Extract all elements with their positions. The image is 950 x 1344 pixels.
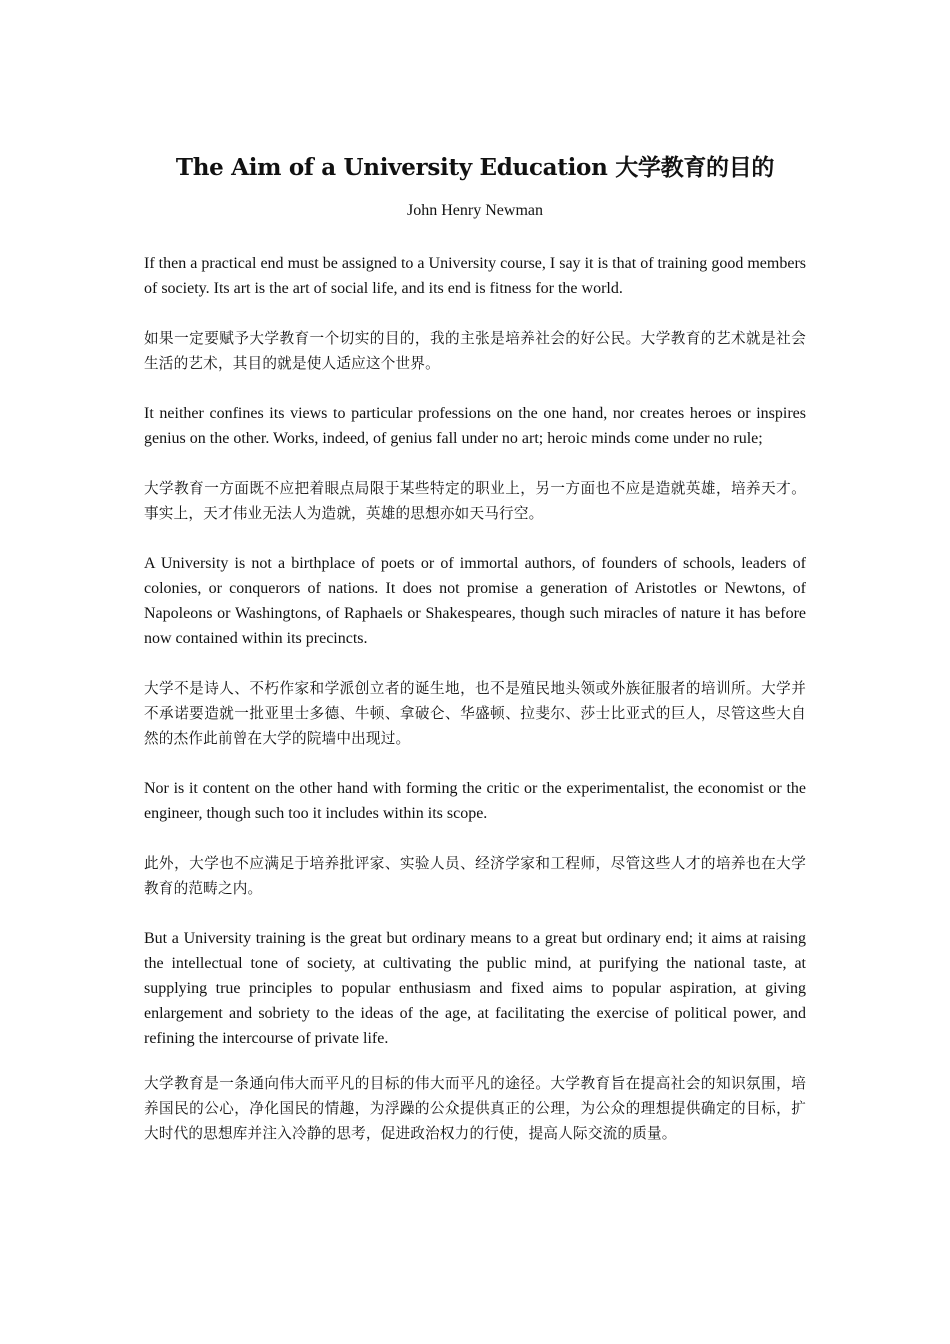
paragraph-zh-2: 大学教育一方面既不应把着眼点局限于某些特定的职业上，另一方面也不应是造就英雄，培养天才。事实上，天才伟业无法人为造就，英雄的思想亦如天马行空。 xyxy=(144,480,806,522)
paragraph-en-5: But a University training is the great but ordinary means to a great but ordinary end; it aims at raising the intellectual tone of society, at cultivating the public mind, at purifying the national taste, at supplying true principles to popular enthusiasm and fixed aims to popular aspiration, at giving enlargement and sobriety to the ideas of the age, at facilitating the exercise of political power, and refining the intercourse of private life. xyxy=(144,930,806,1047)
document-title: The Aim of a University Education 大学教育的目的 xyxy=(175,154,775,181)
document-page xyxy=(144,150,806,1146)
document-author: John Henry Newman xyxy=(407,202,543,219)
paragraph-zh-4: 此外，大学也不应满足于培养批评家、实验人员、经济学家和工程师，尽管这些人才的培养也在大学教育的范畴之内。 xyxy=(144,855,806,897)
paragraph-en-3: A University is not a birthplace of poets or of immortal authors, of founders of schools, leaders of colonies, or conquerors of nations. It does not promise a generation of Aristotles or Newtons, of Napoleons or Washingtons, of Raphaels or Shakespeares, though such miracles of nature it has before now contained within its precincts. xyxy=(144,555,806,647)
paragraph-en-1: If then a practical end must be assigned to a University course, I say it is that of training good members of society. Its art is the art of social life, and its end is fitness for the world. xyxy=(144,255,806,297)
paragraph-zh-3: 大学不是诗人、不朽作家和学派创立者的诞生地，也不是殖民地头领或外族征服者的培训所。大学并不承诺要造就一批亚里士多德、牛顿、拿破仑、华盛顿、拉斐尔、莎士比亚式的巨人，尽管这些大自然的杰作此前曾在大学的院墙中出现过。 xyxy=(144,680,806,747)
paragraph-en-4: Nor is it content on the other hand with forming the critic or the experimentalist, the economist or the engineer, though such too it includes within its scope. xyxy=(144,780,806,822)
paragraph-zh-1: 如果一定要赋予大学教育一个切实的目的，我的主张是培养社会的好公民。大学教育的艺术就是社会生活的艺术，其目的就是使人适应这个世界。 xyxy=(144,330,806,372)
paragraph-zh-5: 大学教育是一条通向伟大而平凡的目标的伟大而平凡的途径。大学教育旨在提高社会的知识氛围，培养国民的公心，净化国民的情趣，为浮躁的公众提供真正的公理，为公众的理想提供确定的目标，扩大时代的思想库并注入冷静的思考，促进政治权力的行使，提高人际交流的质量。 xyxy=(144,1075,806,1142)
paragraph-en-2: It neither confines its views to particular professions on the one hand, nor creates heroes or inspires genius on the other. Works, indeed, of genius fall under no art; heroic minds come under no rule; xyxy=(144,405,806,447)
